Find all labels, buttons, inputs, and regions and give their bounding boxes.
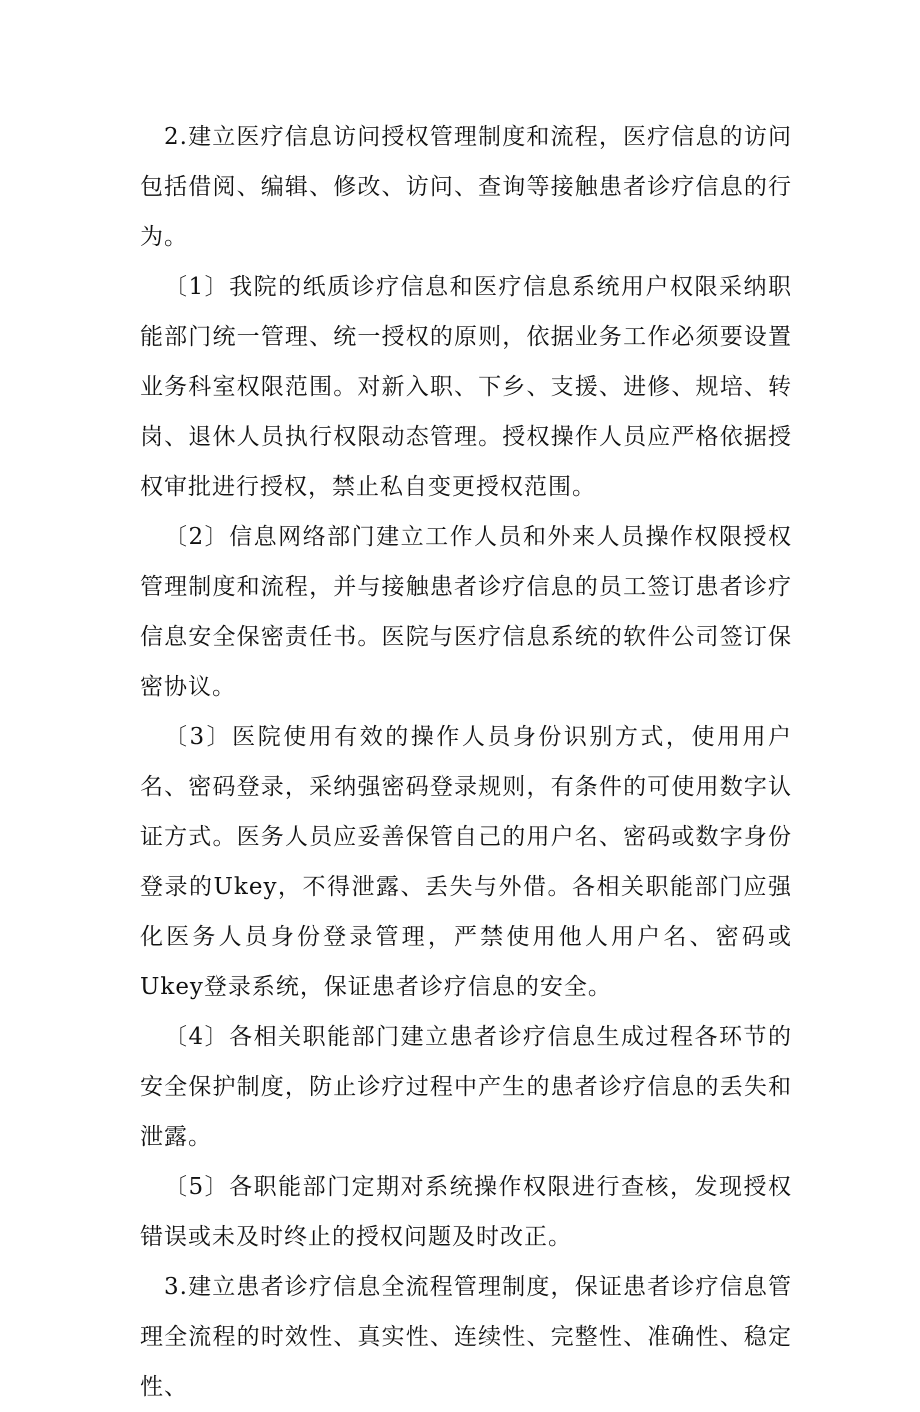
paragraph-item-3: 〔3〕医院使用有效的操作人员身份识别方式，使用用户名、密码登录，采纳强密码登录规则，有条件的可使用数字认证方式。医务人员应妥善保管自己的用户名、密码或数字身份登录的Ukey，不得泄露、丢失与外借。各相关职能部门应强化医务人员身份登录管理，严禁使用他人用户名、密码或Ukey登录系统，保证患者诊疗信息的安全。	[140, 724, 792, 1000]
paragraph-item-4: 〔4〕各相关职能部门建立患者诊疗信息生成过程各环节的安全保护制度，防止诊疗过程中产生的患者诊疗信息的丢失和泄露。	[140, 1024, 792, 1150]
paragraph-item-2: 〔2〕信息网络部门建立工作人员和外来人员操作权限授权管理制度和流程，并与接触患者诊疗信息的员工签订患者诊疗信息安全保密责任书。医院与医疗信息系统的软件公司签订保密协议。	[140, 524, 792, 700]
paragraph-item-5: 〔5〕各职能部门定期对系统操作权限进行查核，发现授权错误或未及时终止的授权问题及时改正。	[140, 1174, 792, 1250]
document-body	[140, 112, 792, 1412]
paragraph-section-2: 2.建立医疗信息访问授权管理制度和流程，医疗信息的访问包括借阅、编辑、修改、访问、查询等接触患者诊疗信息的行为。	[140, 124, 792, 250]
paragraph-section-3: 3.建立患者诊疗信息全流程管理制度，保证患者诊疗信息管理全流程的时效性、真实性、连续性、完整性、准确性、稳定性、	[140, 1274, 792, 1400]
paragraph-item-1: 〔1〕我院的纸质诊疗信息和医疗信息系统用户权限采纳职能部门统一管理、统一授权的原则，依据业务工作必须要设置业务科室权限范围。对新入职、下乡、支援、进修、规培、转岗、退休人员执行权限动态管理。授权操作人员应严格依据授权审批进行授权，禁止私自变更授权范围。	[140, 274, 792, 500]
